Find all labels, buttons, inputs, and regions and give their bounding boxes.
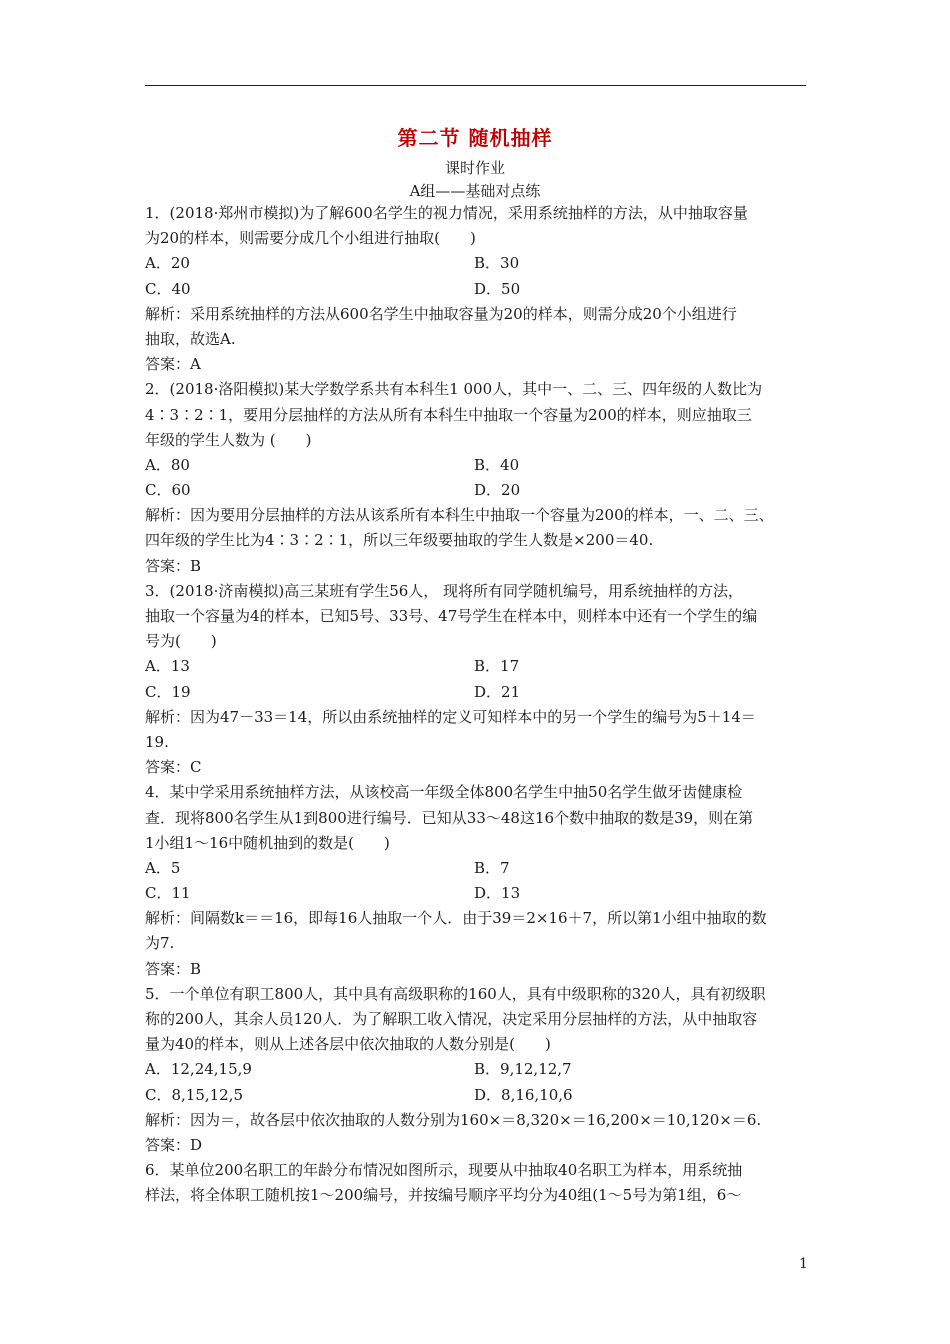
option-b: B．30 <box>474 254 520 273</box>
question-list <box>145 201 815 1209</box>
question-stem-line: 为20的样本，则需要分成几个小组进行抽取( ) <box>145 229 476 248</box>
page-number: 1 <box>799 1256 808 1272</box>
question-stem-line: 称的200人，其余人员120人．为了解职工收入情况，决定采用分层抽样的方法，从中抽取容 <box>145 1010 758 1028</box>
option-row <box>145 1057 815 1082</box>
option-d: D．8,16,10,6 <box>474 1085 573 1104</box>
page-title: 第二节 随机抽样 <box>397 126 553 150</box>
analysis-line: 解析：因为47－33＝14，所以由系统抽样的定义可知样本中的另一个学生的编号为5＋14＝ <box>145 707 756 726</box>
analysis-line: 解析：间隔数k＝＝16，即每16人抽取一个人．由于39＝2×16＋7，所以第1小组中抽取的数 <box>145 909 767 928</box>
option-c: C．11 <box>145 884 191 903</box>
question-stem-line: 4∶3∶2∶1，要用分层抽样的方法从所有本科生中抽取一个容量为200的样本，则应抽取三 <box>145 405 752 424</box>
option-d: D．20 <box>474 481 521 500</box>
analysis-line: 19. <box>145 732 169 751</box>
page-subtitle: 课时作业 <box>444 159 505 177</box>
option-row <box>145 453 815 478</box>
option-row <box>145 680 815 705</box>
option-d: D．13 <box>474 884 521 903</box>
question-stem-line: 样法，将全体职工随机按1～200编号，并按编号顺序平均分为40组(1～5号为第1组，6～ <box>145 1186 742 1205</box>
option-d: D．50 <box>474 279 521 298</box>
analysis-line: 四年级的学生比为4∶3∶2∶1，所以三年级要抽取的学生人数是×200＝40. <box>145 531 654 550</box>
question-stem-line: 1．(2018·郑州市模拟)为了解600名学生的视力情况，采用系统抽样的方法，从中抽取容量 <box>145 204 748 222</box>
option-c: C．40 <box>145 279 191 298</box>
question-stem-line: 2．(2018·洛阳模拟)某大学数学系共有本科生1 000人，其中一、二、三、四年级的人数比为 <box>145 380 763 399</box>
answer-line: 答案：D <box>145 1135 203 1154</box>
analysis-line: 解析：采用系统抽样的方法从600名学生中抽取容量为20的样本，则需分成20个小组进行 <box>145 304 737 323</box>
option-row <box>145 856 815 881</box>
analysis-line: 解析：因为要用分层抽样的方法从该系所有本科生中抽取一个容量为200的样本，一、二、三、 <box>145 506 774 525</box>
question-1 <box>145 201 815 377</box>
option-b: B．9,12,12,7 <box>474 1060 572 1079</box>
option-a: A．13 <box>145 657 190 676</box>
answer-line: 答案：B <box>145 556 202 575</box>
option-row <box>145 881 815 906</box>
analysis-line: 为7. <box>145 934 175 953</box>
option-row <box>145 251 815 276</box>
option-c: C．60 <box>145 481 191 500</box>
header-rule <box>145 85 806 86</box>
question-stem-line: 年级的学生人数为 ( ) <box>145 430 312 449</box>
answer-line: 答案：B <box>145 959 202 978</box>
question-stem-line: 号为( ) <box>145 632 217 651</box>
answer-line: 答案：A <box>145 355 201 374</box>
option-b: B．17 <box>474 657 520 676</box>
analysis-line: 解析：因为＝，故各层中依次抽取的人数分别为160×＝8,320×＝16,200×＝10,120×＝6. <box>145 1110 762 1129</box>
question-stem-line: 量为40的样本，则从上述各层中依次抽取的人数分别是( ) <box>145 1035 551 1054</box>
question-stem-line: 5．一个单位有职工800人，其中具有高级职称的160人，具有中级职称的320人，具有初级职 <box>145 984 766 1003</box>
option-row <box>145 1083 815 1108</box>
question-6 <box>145 1158 815 1208</box>
question-stem-line: 6．某单位200名职工的年龄分布情况如图所示，现要从中抽取40名职工为样本，用系统抽 <box>145 1161 743 1180</box>
option-row <box>145 478 815 503</box>
question-3 <box>145 579 815 781</box>
group-heading: A组——基础对点练 <box>409 182 541 200</box>
option-b: B．7 <box>474 858 510 877</box>
question-stem-line: 4．某中学采用系统抽样方法，从该校高一年级全体800名学生中抽50名学生做牙齿健康检 <box>145 783 743 802</box>
option-row <box>145 277 815 302</box>
question-4 <box>145 780 815 982</box>
option-b: B．40 <box>474 455 520 474</box>
option-a: A．80 <box>145 455 190 474</box>
question-stem-line: 1小组1～16中随机抽到的数是( ) <box>145 833 390 852</box>
question-stem-line: 抽取一个容量为4的样本，已知5号、33号、47号学生在样本中，则样本中还有一个学生的编 <box>145 607 758 625</box>
option-d: D．21 <box>474 682 521 701</box>
question-stem-line: 查．现将800名学生从1到800进行编号．已知从33～48这16个数中抽取的数是39，则在第 <box>145 808 754 827</box>
question-5 <box>145 982 815 1158</box>
question-2 <box>145 377 815 579</box>
option-row <box>145 654 815 679</box>
option-c: C．8,15,12,5 <box>145 1085 244 1104</box>
option-a: A．5 <box>145 858 181 877</box>
analysis-line: 抽取，故选A. <box>145 329 236 348</box>
option-a: A．12,24,15,9 <box>145 1060 252 1079</box>
answer-line: 答案：C <box>145 758 202 777</box>
option-c: C．19 <box>145 682 191 701</box>
question-stem-line: 3．(2018·济南模拟)高三某班有学生56人， 现将所有同学随机编号，用系统抽样的方法， <box>145 581 744 600</box>
option-a: A．20 <box>145 254 190 273</box>
